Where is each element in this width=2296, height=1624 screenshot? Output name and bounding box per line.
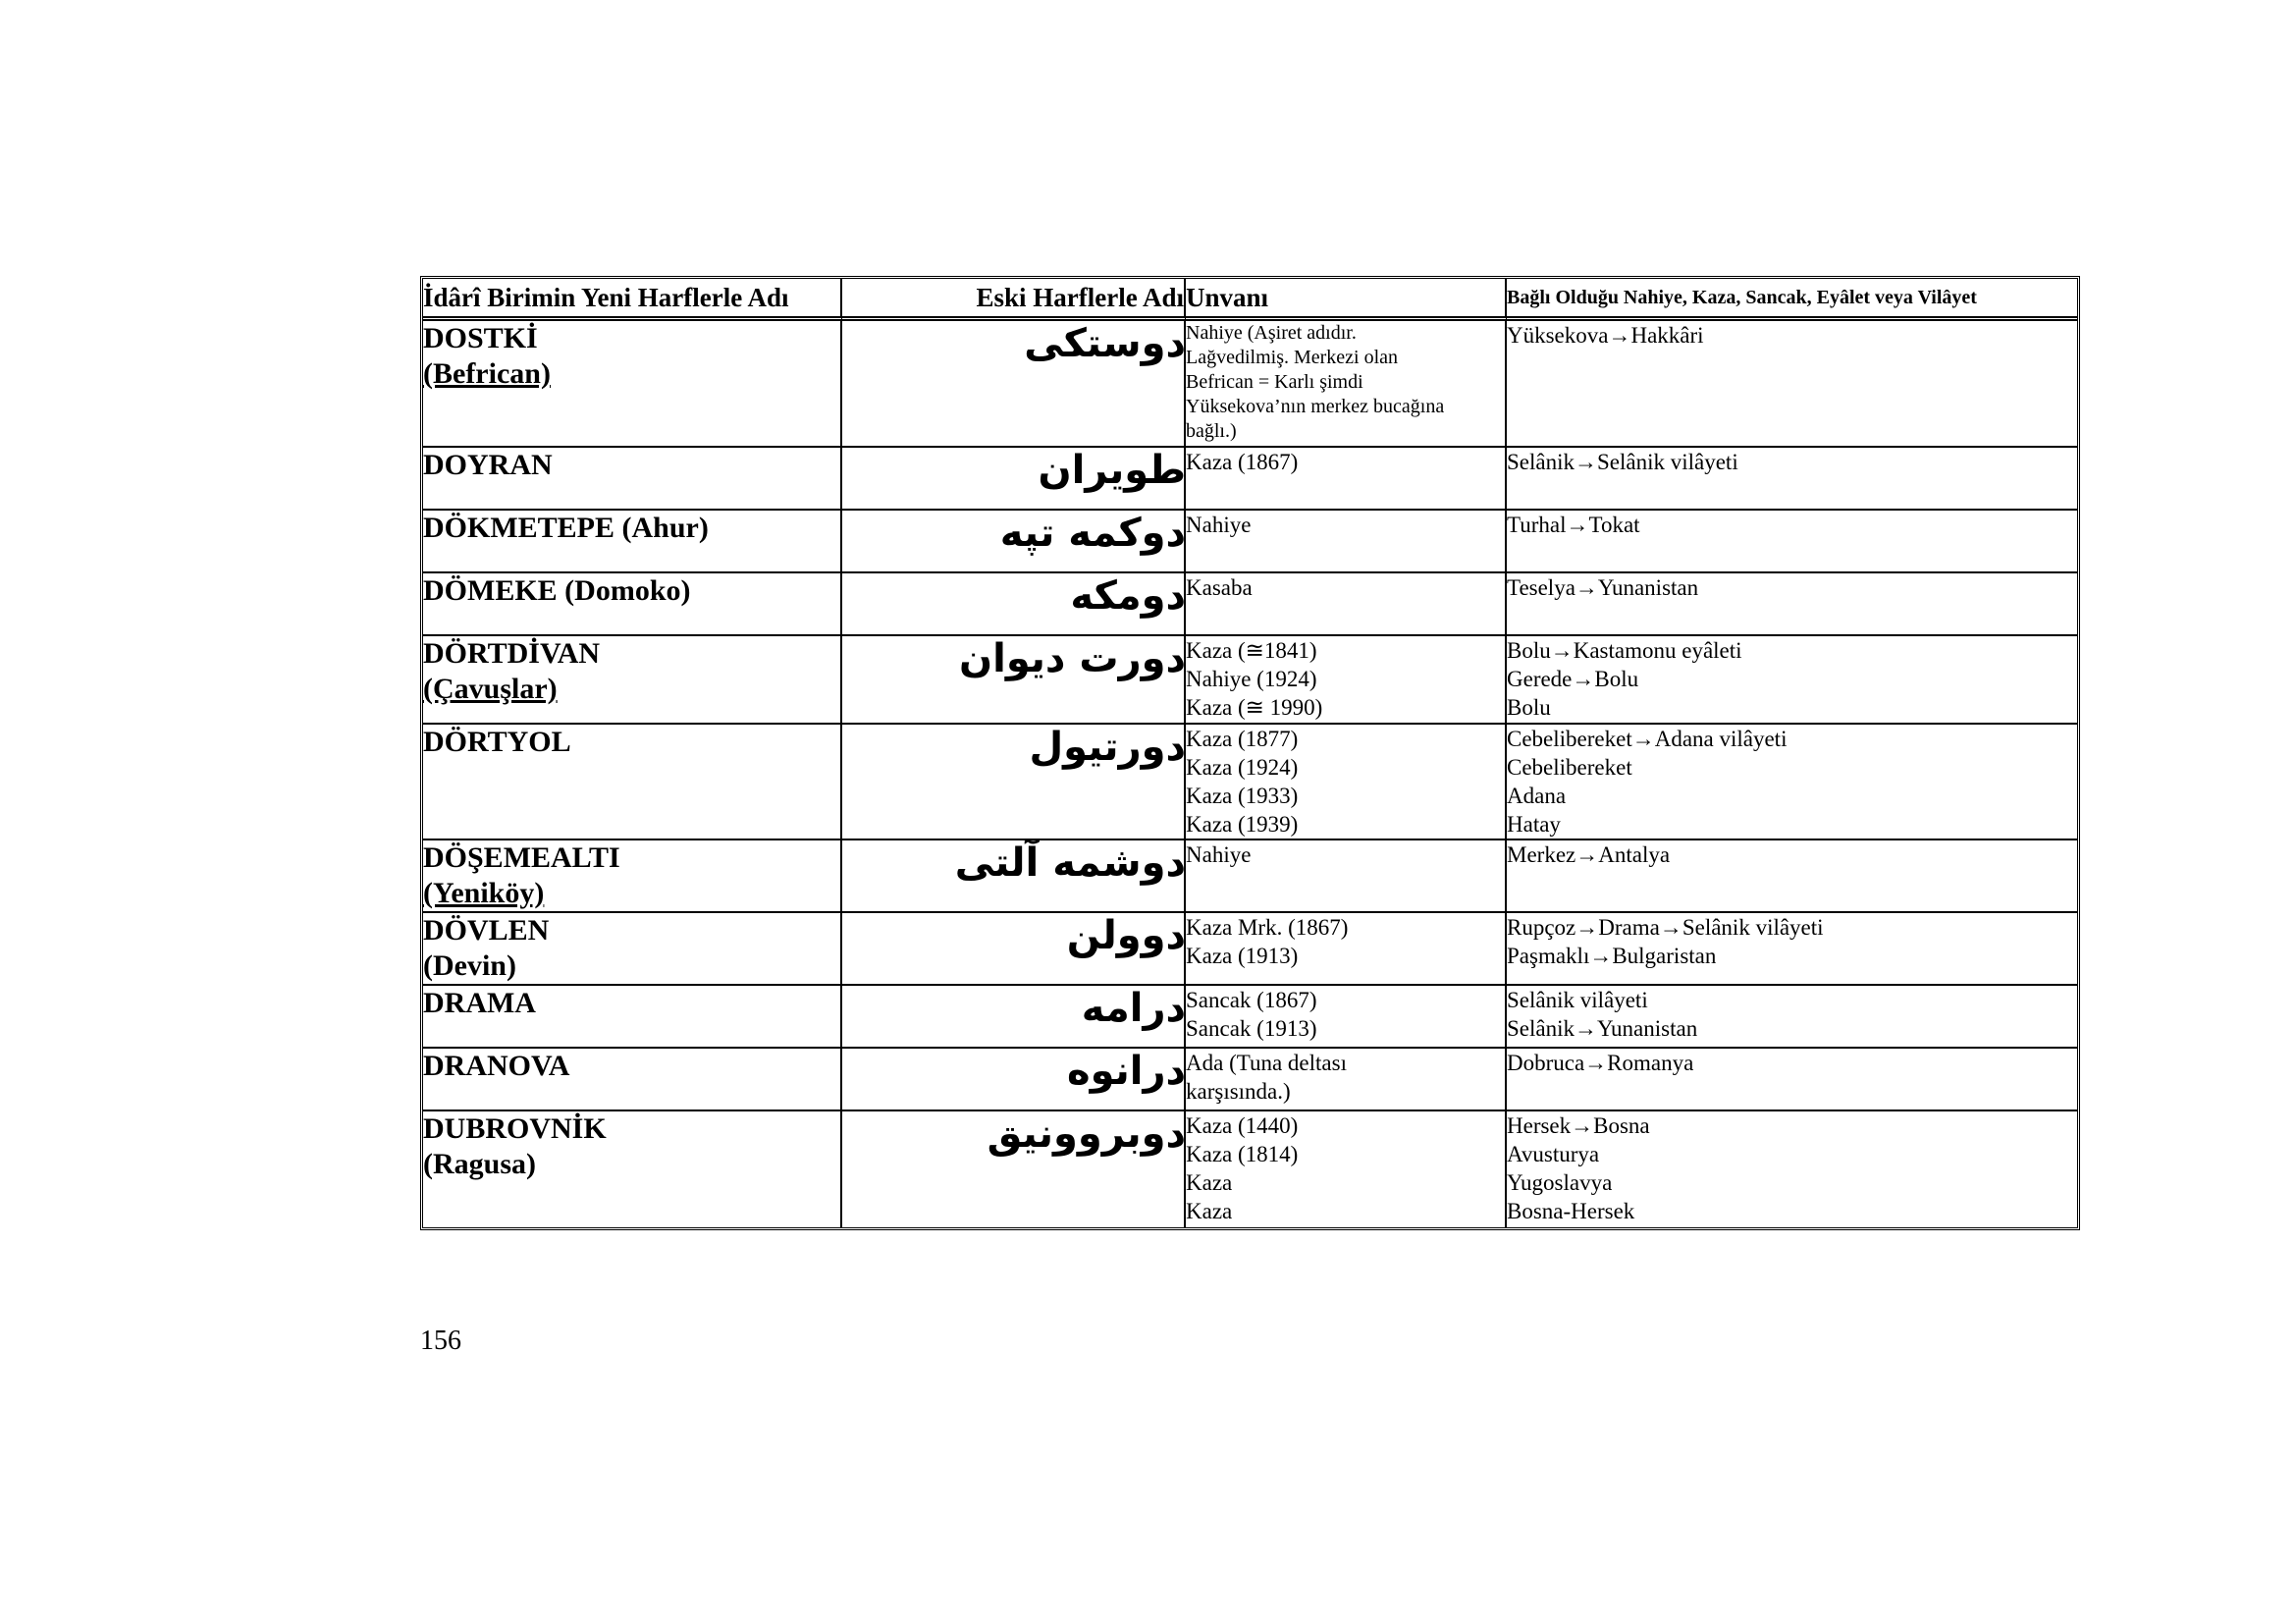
unit-title-line: Sancak (1867)	[1186, 988, 1317, 1012]
table-row	[423, 448, 2077, 511]
admin-affiliation-line: Hersek→Bosna	[1507, 1113, 1650, 1138]
ottoman-name: دومكه	[842, 573, 1186, 636]
unit-name-cell	[423, 321, 842, 448]
table-row	[423, 840, 2077, 913]
unit-title-line: karşısında.)	[1186, 1079, 1291, 1104]
page-number: 156	[420, 1326, 461, 1356]
table-row	[423, 725, 2077, 840]
unit-title-line: Kaza	[1186, 1170, 1233, 1195]
admin-affiliation-line: Cebelibereket→Adana vilâyeti	[1507, 727, 1788, 751]
ottoman-name: دوولن	[842, 913, 1186, 986]
table-row	[423, 573, 2077, 636]
unit-title-line: Nahiye	[1186, 513, 1252, 537]
header-new-name: İdârî Birimin Yeni Harflerle Adı	[423, 279, 842, 321]
unit-name-cell	[423, 573, 842, 636]
unit-name-cell	[423, 840, 842, 913]
unit-name: DRANOVA	[423, 1050, 570, 1082]
unit-title-cell	[1186, 1111, 1507, 1227]
header-admin: Bağlı Olduğu Nahiye, Kaza, Sancak, Eyâlet veya Vilâyet	[1507, 279, 2077, 321]
unit-title-cell	[1186, 725, 1507, 840]
ottoman-name: دوبروونيق	[842, 1111, 1186, 1227]
table-row	[423, 1111, 2077, 1227]
unit-name: DÖRTDİVAN	[423, 637, 601, 670]
admin-affiliation-line: Avusturya	[1507, 1142, 1600, 1166]
unit-name: DOSTKİ	[423, 322, 538, 354]
table-body	[423, 321, 2077, 1227]
unit-name-cell	[423, 986, 842, 1049]
admin-affiliation-line: Bolu→Kastamonu eyâleti	[1507, 638, 1742, 663]
unit-title-line: Ada (Tuna deltası	[1186, 1051, 1347, 1075]
unit-title-line: Kaza	[1186, 1199, 1233, 1223]
admin-affiliation-line: Merkez→Antalya	[1507, 842, 1671, 867]
ottoman-name: دورت ديوان	[842, 636, 1186, 725]
admin-affiliation-cell	[1507, 986, 2077, 1049]
unit-title-cell	[1186, 913, 1507, 986]
admin-affiliation-line: Teselya→Yunanistan	[1507, 575, 1699, 600]
admin-affiliation-cell	[1507, 1049, 2077, 1111]
unit-name-cell	[423, 1049, 842, 1111]
unit-title-cell	[1186, 573, 1507, 636]
admin-affiliation-line: Selânik→Yunanistan	[1507, 1016, 1698, 1041]
admin-affiliation-cell	[1507, 913, 2077, 986]
table-row	[423, 986, 2077, 1049]
unit-name-cell	[423, 1111, 842, 1227]
unit-title-cell	[1186, 511, 1507, 573]
unit-title-cell	[1186, 636, 1507, 725]
unit-alt-name: (Yeniköy)	[423, 877, 545, 909]
unit-title-line: Kaza (1440)	[1186, 1113, 1299, 1138]
admin-affiliation-line: Bolu	[1507, 695, 1551, 720]
admin-affiliation-line: Cebelibereket	[1507, 755, 1632, 780]
admin-affiliation-cell	[1507, 321, 2077, 448]
unit-title-cell	[1186, 321, 1507, 448]
unit-title-line: Kaza (1939)	[1186, 812, 1299, 837]
unit-alt-name: (Ragusa)	[423, 1148, 537, 1180]
unit-title-line: Yüksekova’nın merkez bucağına	[1186, 396, 1445, 417]
table-row	[423, 636, 2077, 725]
unit-name: DÖMEKE (Domoko)	[423, 574, 691, 607]
unit-title-line: Kasaba	[1186, 575, 1253, 600]
unit-name-cell	[423, 448, 842, 511]
unit-alt-name: (Çavuşlar)	[423, 673, 558, 705]
admin-affiliation-cell	[1507, 636, 2077, 725]
unit-title-line: Nahiye (1924)	[1186, 667, 1317, 691]
table-row	[423, 913, 2077, 986]
unit-name-cell	[423, 725, 842, 840]
unit-title-cell	[1186, 448, 1507, 511]
admin-affiliation-line: Yüksekova→Hakkâri	[1507, 323, 1704, 348]
unit-title-line: Kaza (1867)	[1186, 450, 1299, 474]
unit-title-cell	[1186, 986, 1507, 1049]
unit-title-line: Kaza (≅1841)	[1186, 638, 1317, 663]
admin-affiliation-cell	[1507, 840, 2077, 913]
table-row	[423, 511, 2077, 573]
unit-title-line: Kaza (1877)	[1186, 727, 1299, 751]
ottoman-name: دوكمه تپه	[842, 511, 1186, 573]
admin-affiliation-line: Hatay	[1507, 812, 1561, 837]
unit-title-line: Kaza (≅ 1990)	[1186, 695, 1323, 720]
unit-title-cell	[1186, 840, 1507, 913]
unit-title-line: Kaza (1933)	[1186, 784, 1299, 808]
admin-affiliation-cell	[1507, 725, 2077, 840]
admin-affiliation-cell	[1507, 511, 2077, 573]
header-title: Unvanı	[1186, 279, 1507, 321]
unit-title-line: Kaza Mrk. (1867)	[1186, 915, 1349, 940]
ottoman-name: طويران	[842, 448, 1186, 511]
admin-affiliation-cell	[1507, 1111, 2077, 1227]
unit-title-line: Kaza (1814)	[1186, 1142, 1299, 1166]
unit-name: DÖŞEMEALTI	[423, 841, 620, 874]
admin-affiliation-line: Yugoslavya	[1507, 1170, 1613, 1195]
admin-affiliation-line: Rupçoz→Drama→Selânik vilâyeti	[1507, 915, 1824, 940]
ottoman-name: درامه	[842, 986, 1186, 1049]
unit-name-cell	[423, 636, 842, 725]
unit-name: DÖKMETEPE (Ahur)	[423, 512, 709, 544]
admin-affiliation-line: Paşmaklı→Bulgaristan	[1507, 944, 1717, 968]
table-row	[423, 321, 2077, 448]
unit-name: DRAMA	[423, 987, 536, 1019]
admin-affiliation-line: Turhal→Tokat	[1507, 513, 1640, 537]
unit-title-line: Kaza (1924)	[1186, 755, 1299, 780]
unit-title-line: Lağvedilmiş. Merkezi olan	[1186, 347, 1399, 368]
unit-title-line: bağlı.)	[1186, 420, 1237, 442]
admin-affiliation-line: Bosna-Hersek	[1507, 1199, 1635, 1223]
unit-name-cell	[423, 913, 842, 986]
unit-name: DOYRAN	[423, 449, 553, 481]
unit-title-line: Nahiye	[1186, 842, 1252, 867]
unit-title-line: Befrican = Karlı şimdi	[1186, 371, 1363, 393]
unit-name: DÖRTYOL	[423, 726, 571, 758]
table-row	[423, 1049, 2077, 1111]
admin-affiliation-cell	[1507, 573, 2077, 636]
ottoman-name: دورتيول	[842, 725, 1186, 840]
unit-title-cell	[1186, 1049, 1507, 1111]
unit-name-cell	[423, 511, 842, 573]
unit-title-line: Kaza (1913)	[1186, 944, 1299, 968]
ottoman-name: دوشمه آلتى	[842, 840, 1186, 913]
admin-affiliation-line: Selânik vilâyeti	[1507, 988, 1648, 1012]
admin-affiliation-line: Selânik→Selânik vilâyeti	[1507, 450, 1738, 474]
unit-name: DÖVLEN	[423, 914, 550, 947]
gazetteer-table	[420, 276, 2080, 1230]
unit-title-line: Sancak (1913)	[1186, 1016, 1317, 1041]
unit-title-line: Nahiye (Aşiret adıdır.	[1186, 322, 1357, 344]
unit-name: DUBROVNİK	[423, 1112, 607, 1145]
unit-alt-name: (Devin)	[423, 949, 516, 982]
ottoman-name: درانوه	[842, 1049, 1186, 1111]
admin-affiliation-line: Dobruca→Romanya	[1507, 1051, 1694, 1075]
header-old-name: Eski Harflerle Adı	[842, 279, 1186, 321]
admin-affiliation-line: Adana	[1507, 784, 1567, 808]
admin-affiliation-line: Gerede→Bolu	[1507, 667, 1639, 691]
admin-affiliation-cell	[1507, 448, 2077, 511]
ottoman-name: دوستکی	[842, 321, 1186, 448]
table-header	[423, 279, 2077, 321]
unit-alt-name: (Befrican)	[423, 357, 551, 390]
